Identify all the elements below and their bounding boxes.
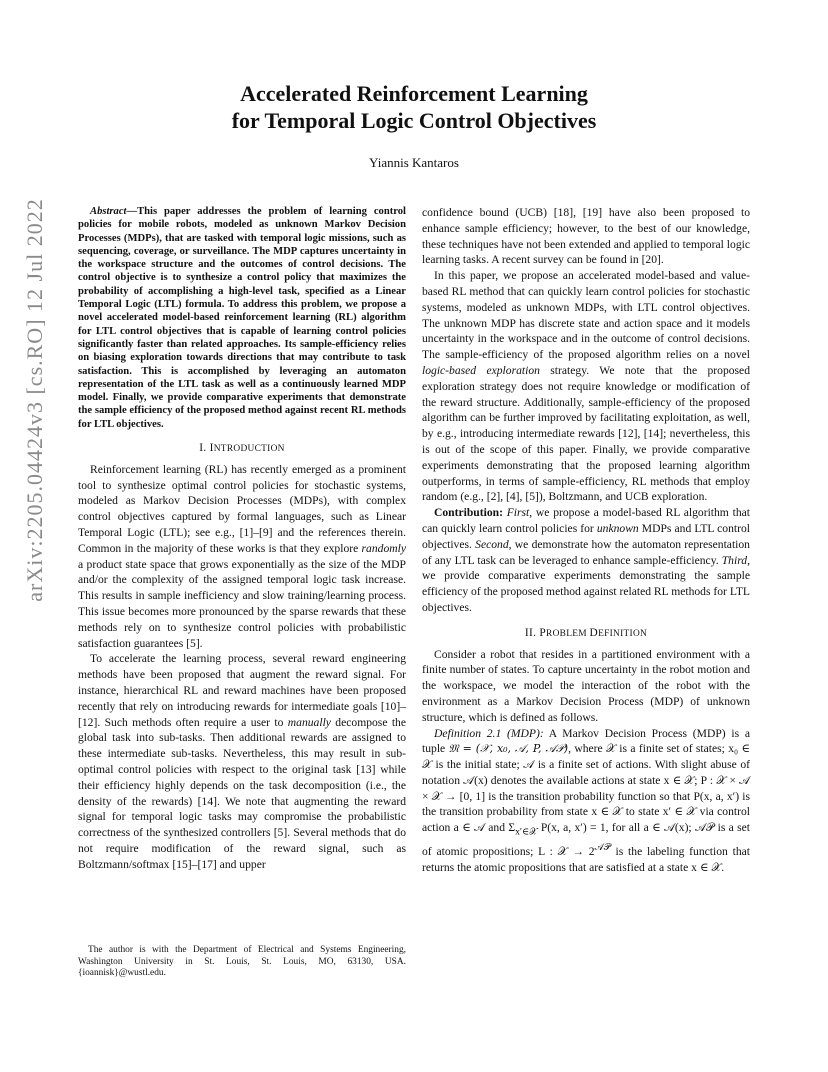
definition-mdp: Definition 2.1 (MDP): A Markov Decision Process (MDP) is a tuple 𝔐 = (𝒳, x₀, 𝒜, P, 𝒜𝒫), where 𝒳 is a finite set of states; x₀ ∈ 𝒳 is the initial state; 𝒜 is a finite set of actions. With slight abuse of notation 𝒜(x) denotes the available actions at state x ∈ 𝒳; P : 𝒳 × 𝒜 × 𝒳 → [0, 1] is the transition probability function so that P(x, a, x′) is the transition probability from state x ∈ 𝒳 to state x′ ∈ 𝒳 via control action a ∈ 𝒜 and $\Sigma_{x'\in 𝒳}$ P(x, a, x′) = 1, for all a ∈ 𝒜(x); 𝒜𝒫 is a set of atomic propositions; L : 𝒳 → $2^{𝒜𝒫}$ is the labeling function that returns the atomic propositions that are satisfied at a state x ∈ 𝒳.	[422, 726, 751, 875]
problem-paragraph-1: Consider a robot that resides in a partitioned environment with a finite number of states. To capture uncertainty in the robot motion and the workspace, we model the interaction of the robot with the environment as a Markov Decision Process (MDP) of unknown structure, which is defined as follows.	[422, 647, 750, 724]
author-name: Yiannis Kantaros	[369, 155, 459, 170]
contribution-paragraph: Contribution: First, we propose a model-based RL algorithm that can quickly learn control policies for unknown MDPs and LTL control objectives. Second, we demonstrate how the automaton representation of any LTL task can be leveraged to enhance sample-efficiency. Third, we provide comparative experiments demonstrating the sample efficiency of the proposed method against related RL methods for LTL objectives.	[422, 506, 750, 614]
title-line-2: for Temporal Logic Control Objectives	[231, 108, 597, 133]
paper-title	[64, 80, 764, 134]
section-heading-problem-definition: II. PROBLEM DEFINITION	[524, 626, 648, 639]
intro-paragraph-2: To accelerate the learning process, several reward engineering methods have been proposed that augment the reward signal. For instance, hierarchical RL and reward machines have been proposed recently that rely on introducing rewards for intermediate goals [10]–[12]. Such methods often require a user to manually decompose the global task into sub-tasks. Then additional rewards are assigned to these intermediate sub-tasks. Nevertheless, this may result in sub-optimal control policies with respect to the original task [13] while their efficiency highly depends on the task decomposition (i.e., the density of the rewards) [14]. We note that augmenting the reward signal for temporal logic tasks may compromise the probabilistic correctness of the synthesized controllers [5]. Several methods that do not require modification of the reward signal, such as Boltzmann/softmax [15]–[17] and upper	[78, 652, 406, 871]
right-column	[422, 205, 750, 876]
title-line-1: Accelerated Reinforcement Learning	[240, 81, 588, 106]
right-paragraph-1: confidence bound (UCB) [18], [19] have also been proposed to enhance sample efficiency; however, to the best of our knowledge, these techniques have not been extended and applied to temporal logic learning tasks. A recent survey can be found in [20].	[422, 206, 750, 267]
abstract	[78, 205, 406, 431]
abstract-body: —This paper addresses the problem of learning control policies for mobile robots, modeled as unknown Markov Decision Processes (MDPs), that are tasked with temporal logic missions, such as sequencing, coverage, or surveillance. The MDP captures uncertainty in the workspace structure and the outcomes of control decisions. The control objective is to synthesize a control policy that maximizes the probability of accomplishing a high-level task, specified as a Linear Temporal Logic (LTL) formula. To address this problem, we propose a novel accelerated model-based reinforcement learning (RL) algorithm for LTL control objectives that is capable of learning control policies significantly faster than related approaches. Its sample-efficiency relies on biasing exploration towards directions that may contribute to task satisfaction. This is accomplished by leveraging an automaton representation of the LTL task as well as a continuously learned MDP model. Finally, we provide comparative experiments that demonstrate the sample efficiency of the proposed method against recent RL methods for LTL objectives.	[78, 206, 406, 430]
section-heading-introduction: I. INTRODUCTION	[199, 442, 285, 455]
right-paragraph-2: In this paper, we propose an accelerated model-based and value-based RL method that can quickly learn control policies for stochastic systems, modeled as unknown MDPs, with LTL control objectives. The unknown MDP has discrete state and action space and it models uncertainty in the workspace and in the outcome of control decisions. The sample-efficiency of the proposed algorithm relies on a novel logic-based exploration strategy. We note that the proposed exploration strategy does not require knowledge or modification of the reward structure. Additionally, sample-efficiency of the proposed algorithm can be further improved by facilitating exploitation, as well, by e.g., introducing intermediate rewards [12], [14]; nevertheless, this is out of the scope of this paper. Finally, we provide comparative experiments demonstrating that the proposed learning algorithm outperforms, in terms of sample-efficiency, RL methods that employ random (e.g., [2], [4], [5]), Boltzmann, and UCB exploration.	[422, 269, 750, 504]
arxiv-identifier: arXiv:2205.04424v3 [cs.RO] 12 Jul 2022	[22, 198, 47, 602]
intro-paragraph-1: Reinforcement learning (RL) has recently emerged as a prominent tool to synthesize optimal control policies for stochastic systems, modeled as Markov Decision Processes (MDPs), with complex control objectives captured by formal languages, such as Linear Temporal Logic (LTL); see e.g., [1]–[9] and the references therein. Common in the majority of these works is that they explore randomly a product state space that grows exponentially as the size of the MDP and/or the complexity of the assigned temporal logic task increase. This results in sample inefficiency and slow training/learning process. This issue becomes more pronounced by the sparse rewards that these methods rely on to synthesize control policies with probabilistic satisfaction guarantees [5].	[78, 462, 406, 650]
abstract-lead: Abstract	[90, 206, 127, 217]
left-column	[78, 205, 406, 873]
author-affiliation-footnote: The author is with the Department of Electrical and Systems Engineering, Washington University in St. Louis, St. Louis, MO, 63130, USA. {ioannisk}@wustl.edu.	[78, 945, 406, 979]
